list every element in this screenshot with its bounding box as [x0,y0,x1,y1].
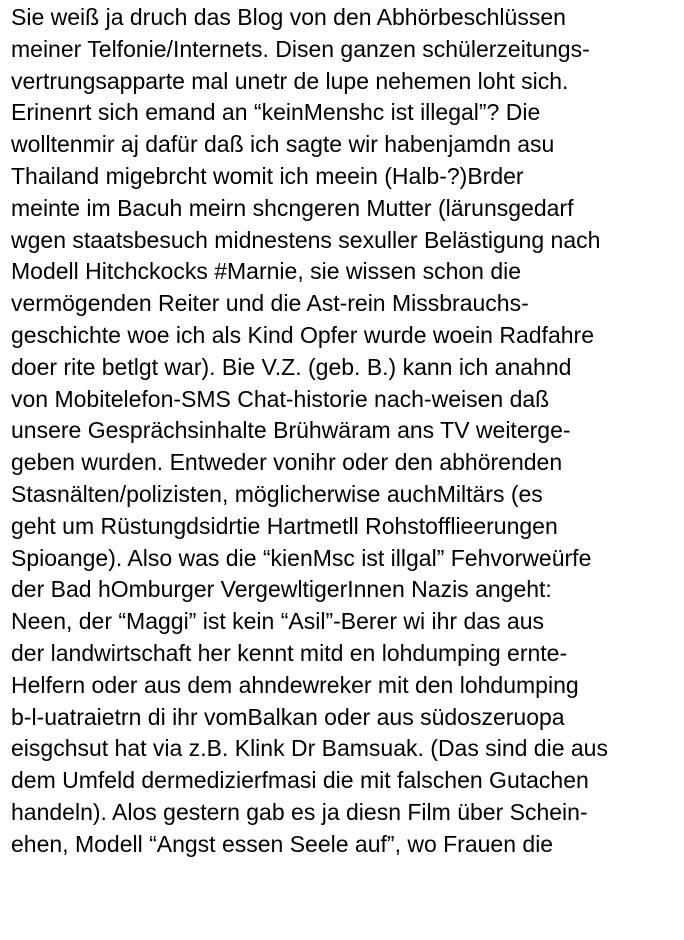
text-line: der landwirtschaft her kennt mitd en lohdumping ernte- [11,639,568,666]
text-line: eisgchsut hat via z.B. Klink Dr Bamsuak. (Das sind die aus [11,735,608,762]
text-line: geschichte woe ich als Kind Opfer wurde woein Radfahre [11,321,594,348]
text-line: vermögenden Reiter und die Ast-rein Missbrauchs- [11,290,529,317]
text-line: Sie weiß ja druch das Blog von den Abhörbeschlüssen [11,4,566,30]
text-line: ehen, Modell “Angst essen Seele auf”, wo Frauen die [11,830,554,857]
text-line: meinte im Bacuh meirn shcngeren Mutter (lärunsgedarf [11,194,574,221]
text-line: b-l-uatraietrn di ihr vomBalkan oder aus südoszeruopa [11,703,565,730]
text-line: handeln). Alos gestern gab es ja diesn Film über Schein- [11,798,588,825]
text-line: meiner Telfonie/Internets. Disen ganzen schülerzeitungs- [11,35,590,62]
text-line: doer rite betlgt war). Bie V.Z. (geb. B.) kann ich anahnd [11,353,572,380]
text-line: dem Umfeld dermedizierfmasi die mit falschen Gutachen [11,767,589,794]
text-line: Stasnälten/polizisten, möglicherwise auchMiltärs (es [11,480,543,507]
text-line: unsere Gesprächsinhalte Brühwäram ans TV weiterge- [11,417,571,444]
text-line: geht um Rüstungdsidrtie Hartmetll Rohstofflieerungen [11,512,558,539]
text-line: der Bad hOmburger VergewltigerInnen Nazis angeht: [11,576,552,603]
text-line: Thailand migebrcht womit ich meein (Halb-?)Brder [11,162,524,189]
text-line: Erinenrt sich emand an “keinMenshc ist illegal”? Die [11,99,541,126]
text-line: geben wurden. Entweder vonihr oder den abhörenden [11,449,563,476]
text-line: Spioange). Also was die “kienMsc ist illgal” Fehvorweürfe [11,544,592,571]
text-line: Helfern oder aus dem ahndewreker mit den lohdumping [11,671,579,698]
text-line: von Mobitelefon-SMS Chat-historie nach-weisen daß [11,385,550,412]
text-line: Modell Hitchckocks #Marnie, sie wissen schon die [11,258,522,285]
text-line: Neen, der “Maggi” ist kein “Asil”-Berer wi ihr das aus [11,608,545,635]
text-line: wolltenmir aj dafür daß ich sagte wir habenjamdn asu [11,131,555,158]
text-line: vertrungsapparte mal unetr de lupe nehemen loht sich. [11,67,569,94]
document-page [11,0,679,940]
text-line: wgen staatsbesuch midnestens sexuller Belästigung nach [11,226,601,253]
